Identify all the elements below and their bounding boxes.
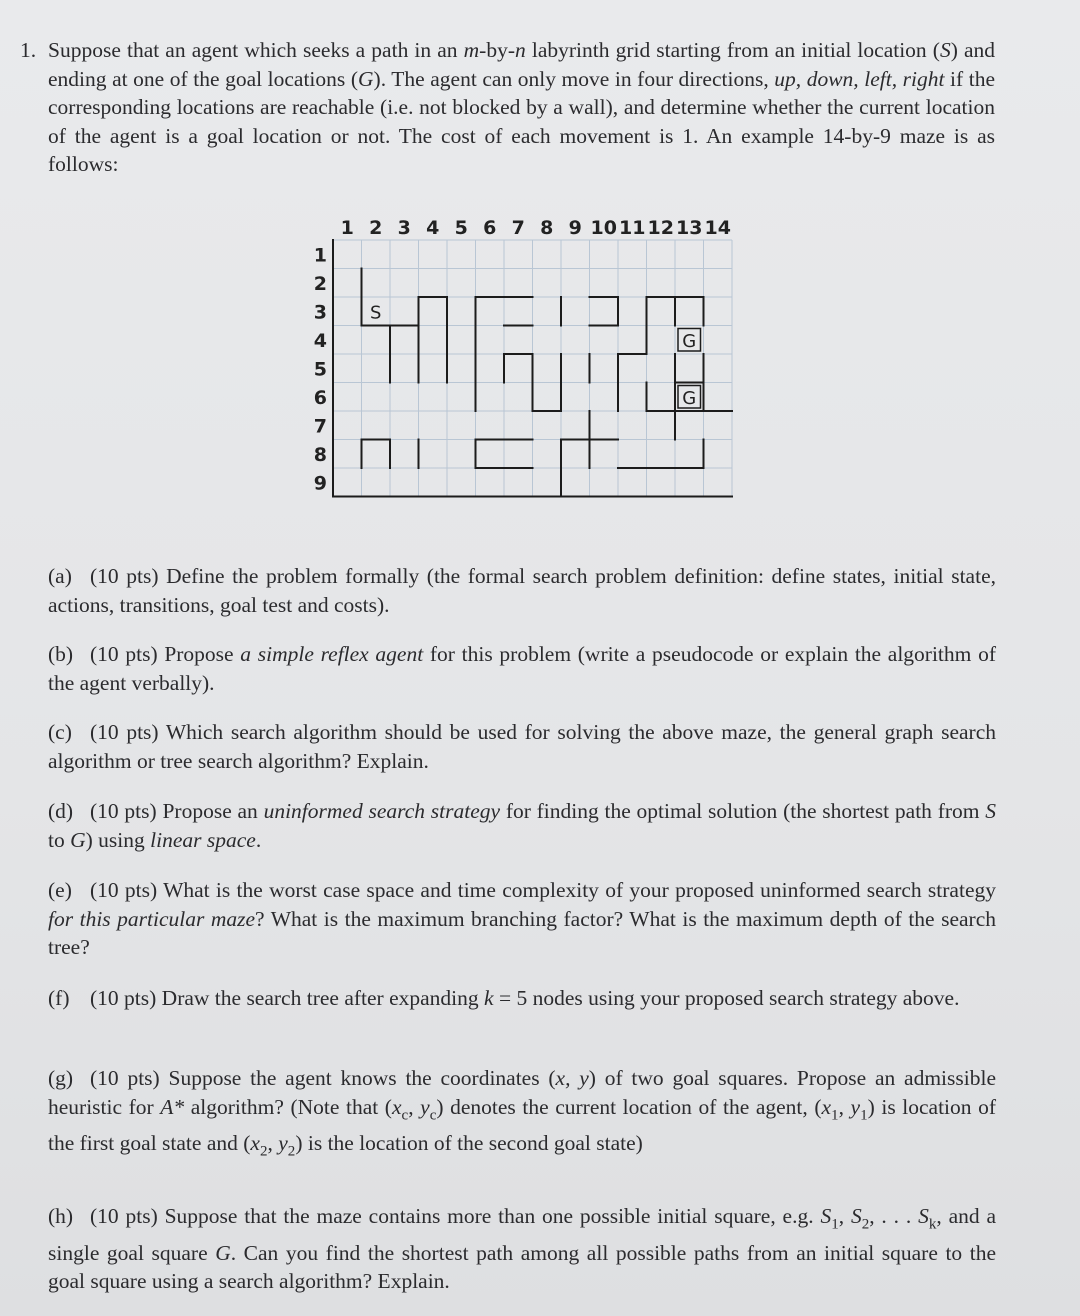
column-label: 7 [511,217,525,239]
column-label: 14 [704,217,731,239]
part-c-points: (10 pts) [90,720,159,744]
row-label: 4 [313,329,327,352]
column-label: 3 [397,217,411,239]
part-f-points: (10 pts) [90,986,157,1010]
row-label: 3 [313,301,327,324]
question-number: 1. [20,38,37,62]
part-a-text: Define the problem formally (the formal search problem definition: define states, initial state, actions, transitions, goal test and costs). [48,564,996,617]
column-label: 13 [676,217,703,239]
part-g-points: (10 pts) [90,1066,160,1090]
row-label: 6 [313,386,327,409]
part-c [48,718,996,775]
part-g-tag: (g) [48,1066,74,1090]
part-a-tag: (a) [48,564,72,588]
part-e-points: (10 pts) [90,878,158,902]
goal-cell-label: G [682,330,697,352]
column-label: 5 [454,217,468,239]
part-e-tag: (e) [48,878,72,902]
goal-cell-label: G [682,387,697,409]
part-f-tag: (f) [48,986,70,1010]
part-b-points: (10 pts) [90,642,158,666]
part-b-tag: (b) [48,642,74,666]
row-label: 9 [313,472,327,495]
row-label: 2 [313,272,327,295]
row-label: 5 [313,358,327,381]
part-b: (b) (10 pts) Propose a simple reflex agent for this problem (write a pseudocode or explain the algorithm of the agent verbally). [48,642,996,695]
part-h-tag: (h) [48,1204,74,1228]
part-a [48,562,996,619]
column-label: 10 [590,217,617,239]
part-f: (f) (10 pts) Draw the search tree after expanding k = 5 nodes using your proposed search strategy above. [48,984,996,1013]
part-d-tag: (d) [48,799,74,823]
column-label: 12 [647,217,674,239]
part-g: (g) (10 pts) Suppose the agent knows the coordinates (x, y) of two goal squares. Propose an admissible heuristic for A* algorithm? (Note that ($x_c$, $y_c$) denotes the current location of the agent, ($x_1$, $y_1$) is location of the first goal state and ($x_2$, $y_2$) is the location of the second goal state) [48,1066,997,1160]
part-h-points: (10 pts) [90,1204,158,1228]
maze-grid [300,208,760,508]
part-h: (h) (10 pts) Suppose that the maze contains more than one possible initial square, e.g. $S_1$, $S_2$, . . . $S_k$, and a single goal square G. Can you find the shortest path among all possible paths from an initial square to the goal square using a search algorithm? Explain. [48,1204,996,1294]
question-intro [20,36,995,179]
row-label: 8 [313,443,327,466]
part-d: (d) (10 pts) Propose an uninformed search strategy for finding the optimal solution (the shortest path from S to G) using linear space. [48,799,997,852]
row-label: 1 [313,244,327,267]
row-label: 7 [313,415,327,438]
column-label: 6 [483,217,497,239]
part-e: (e) (10 pts) What is the worst case space and time complexity of your proposed uninformed search strategy for this particular maze? What is the maximum branching factor? What is the maximum depth of the search tree? [48,878,996,959]
part-c-text: Which search algorithm should be used for solving the above maze, the general graph search algorithm or tree search algorithm? Explain. [48,720,996,773]
part-a-points: (10 pts) [90,564,159,588]
maze-figure [300,208,760,508]
column-label: 9 [568,217,582,239]
start-cell-label: S [370,302,382,324]
part-d-points: (10 pts) [90,799,157,823]
question-text: Suppose that an agent which seeks a path in an m-by-n labyrinth grid starting from an initial location (S) and ending at one of the goal locations (G). The agent can only move in four directions, up, down, left, right if the corresponding locations are reachable (i.e. not blocked by a wall), and determine whether the current location of the agent is a goal location or not. The cost of each movement is 1. An example 14-by-9 maze is as follows: [48,38,996,176]
column-label: 1 [340,217,354,239]
column-label: 8 [540,217,554,239]
column-label: 11 [619,217,646,239]
column-label: 4 [426,217,440,239]
column-label: 2 [369,217,383,239]
part-c-tag: (c) [48,720,72,744]
